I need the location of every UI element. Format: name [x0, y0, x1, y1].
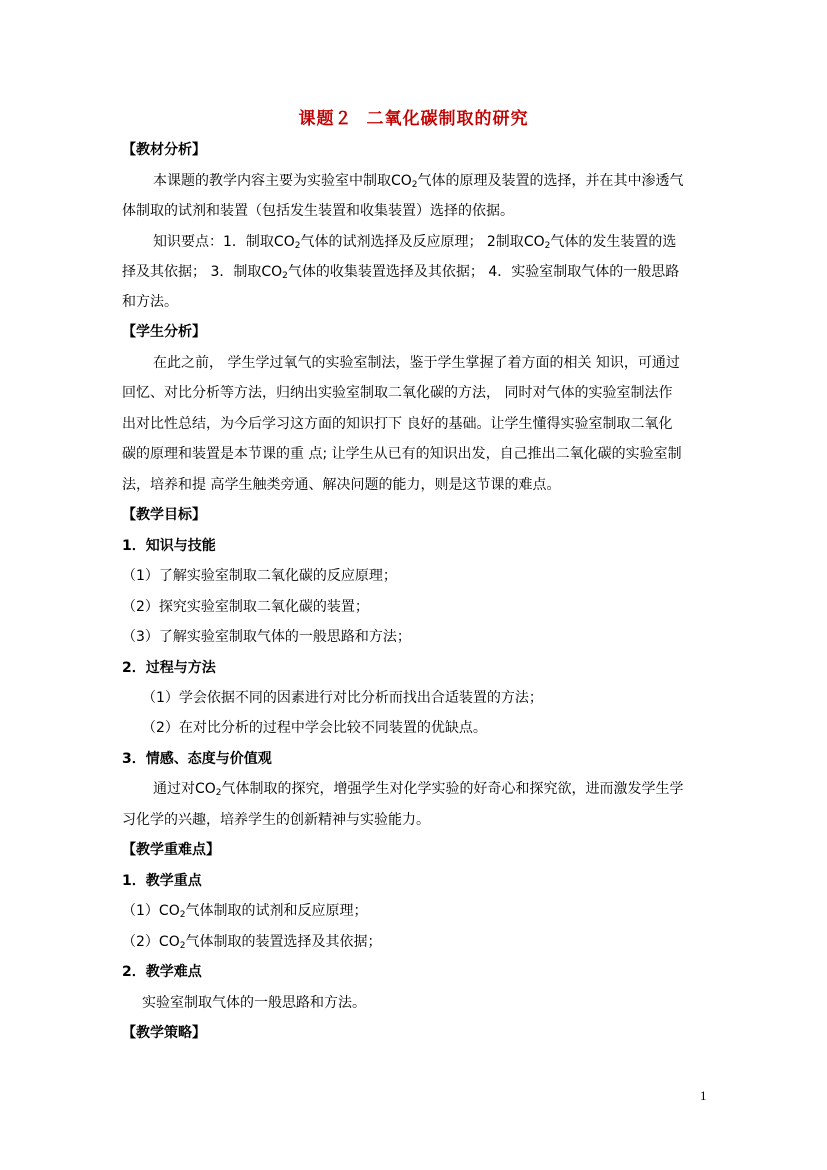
paragraph-line: 体制取的试剂和装置（包括发生装置和收集装置）选择的依据。 — [122, 203, 514, 219]
paragraph-line: 出对比性总结，为今后学习这方面的知识打下 良好的基础。让学生懂得实验室制取二氧化 — [122, 416, 673, 432]
paragraph-line: 知识要点：1．制取$CO_2$气体的试剂选择及反应原理； 2制取$CO_2$气体的发生装置的选 — [153, 234, 677, 251]
page-title — [0, 104, 827, 129]
subheading: 3．情感、态度与价值观 — [122, 751, 272, 767]
list-item: （2）探究实验室制取二氧化碳的装置； — [122, 599, 369, 615]
paragraph-line: 择及其依据； 3．制取$CO_2$气体的收集装置选择及其依据； 4．实验室制取气体的一般思路 — [122, 264, 680, 281]
paragraph-line: 碳的原理和装置是本节课的重 点; 让学生从已有的知识出发，自己推出二氧化碳的实验室制 — [122, 446, 682, 462]
page-number: 1 — [700, 1088, 707, 1103]
list-item: （3）了解实验室制取气体的一般思路和方法； — [122, 629, 411, 645]
subheading: 2．教学难点 — [122, 964, 202, 980]
list-item: $(2)CO_2$气体制取的装置选择及其依据； — [122, 934, 382, 951]
list-item: （1）了解实验室制取二氧化碳的反应原理； — [122, 568, 397, 584]
paragraph-line: 在此之前， 学生学过氧气的实验室制法，鉴于学生掌握了着方面的相关 知识，可通过 — [153, 355, 680, 371]
paragraph-line: 和方法。 — [122, 294, 178, 310]
section-heading-material: 【教材分析】 — [122, 142, 206, 158]
paragraph-line: 回忆、对比分析等方法，归纳出实验室制取二氧化碳的方法， 同时对气体的实验室制法作 — [122, 385, 673, 401]
list-item: $(1)CO_2$气体制取的试剂和反应原理； — [122, 903, 368, 920]
paragraph-line: 本课题的教学内容主要为实验室中制取$CO_2$气体的原理及装置的选择，并在其中渗透气 — [153, 173, 684, 190]
paragraph-line: 习化学的兴趣，培养学生的创新精神与实验能力。 — [122, 812, 430, 828]
paragraph-line: 实验室制取气体的一般思路和方法。 — [142, 995, 366, 1011]
title-topic: 二氧化碳制取的研究 — [366, 109, 529, 129]
list-item: （1）学会依据不同的因素进行对比分析而找出合适装置的方法； — [142, 690, 543, 706]
list-item: （2）在对比分析的过程中学会比较不同装置的优缺点。 — [142, 720, 487, 736]
paragraph-line: 法，培养和提 高学生触类旁通、解决问题的能力，则是这节课的难点。 — [122, 477, 561, 493]
subheading: 1．知识与技能 — [122, 538, 216, 554]
section-heading-goals: 【教学目标】 — [122, 507, 206, 523]
title-lesson: 课题２ — [298, 109, 353, 129]
subheading: 1．教学重点 — [122, 873, 202, 889]
section-heading-strategy: 【教学策略】 — [122, 1025, 206, 1041]
section-heading-keypoints: 【教学重难点】 — [122, 842, 220, 858]
paragraph-line: 通过对$CO_2$气体制取的探究，增强学生对化学实验的好奇心和探究欲，进而激发学生学 — [153, 781, 684, 798]
subheading: 2．过程与方法 — [122, 660, 216, 676]
section-heading-student: 【学生分析】 — [122, 324, 206, 340]
